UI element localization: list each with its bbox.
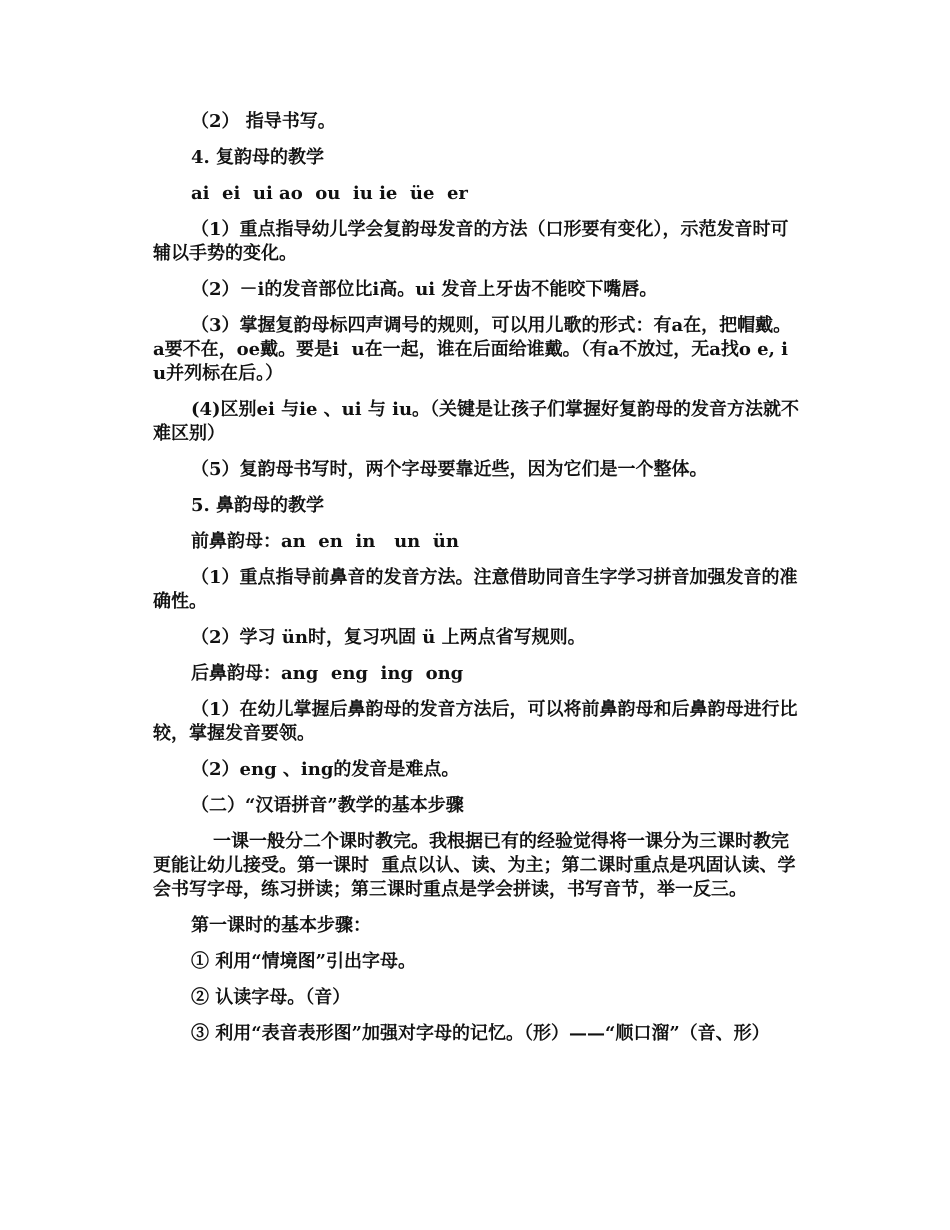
paragraph-front-nasal-1: （1）重点指导前鼻音的发音方法。注意借助同音生字学习拼音加强发音的准确性。 (153, 567, 798, 612)
heading-nasal-finals: 5. 鼻韵母的教学 (191, 495, 325, 516)
heading-first-lesson-steps: 第一课时的基本步骤： (191, 915, 371, 936)
step-1: ① 利用“情境图”引出字母。 (191, 951, 416, 972)
step-3: ③ 利用“表音表形图”加强对字母的记忆。（形）——“顺口溜”（音、形） (191, 1023, 770, 1044)
paragraph-lesson-overview: 一课一般分二个课时教完。我根据已有的经验觉得将一课分为三课时教完更能让幼儿接受。第一课时 重点以认、读、为主；第二课时重点是巩固认读、学会书写字母，练习拼读；第三课时重点是学会拼读，书写音节，举一反三。 (153, 831, 796, 900)
compound-finals-list: ai ei ui ao ou iu ie üe er (191, 183, 468, 204)
paragraph-back-nasal-2: （2）eng 、ing的发音是难点。 (191, 759, 460, 780)
paragraph-compound-2: （2）－i的发音部位比i高。ui 发音上牙齿不能咬下嘴唇。 (191, 279, 658, 300)
paragraph-compound-5: （5）复韵母书写时，两个字母要靠近些，因为它们是一个整体。 (191, 459, 708, 480)
heading-compound-finals: 4. 复韵母的教学 (191, 147, 325, 168)
paragraph-front-nasal-2: （2）学习 ün时，复习巩固 ü 上两点省写规则。 (191, 627, 586, 648)
paragraph-compound-1: （1）重点指导幼儿学会复韵母发音的方法（口形要有变化），示范发音时可辅以手势的变化。 (153, 219, 789, 264)
back-nasal-finals-list: 后鼻韵母：ang eng ing ong (191, 663, 464, 684)
paragraph-compound-3: （3）掌握复韵母标四声调号的规则，可以用儿歌的形式：有a在，把帽戴。a要不在，oe戴。要是i u在一起，谁在后面给谁戴。（有a不放过，无a找o e, i u并列标在后。） (153, 315, 795, 384)
paragraph-back-nasal-1: （1）在幼儿掌握后鼻韵母的发音方法后，可以将前鼻韵母和后鼻韵母进行比较，掌握发音要领。 (153, 699, 798, 744)
front-nasal-finals-list: 前鼻韵母：an en in un ün (191, 531, 459, 552)
heading-basic-steps: （二）“汉语拼音”教学的基本步骤 (191, 795, 464, 816)
paragraph-guide-writing: （2） 指导书写。 (191, 111, 336, 132)
document-body (153, 110, 801, 1058)
step-2: ② 认读字母。（音） (191, 987, 351, 1008)
paragraph-compound-4: (4)区别ei 与ie 、ui 与 iu。（关键是让孩子们掌握好复韵母的发音方法就不难区别） (153, 399, 800, 444)
